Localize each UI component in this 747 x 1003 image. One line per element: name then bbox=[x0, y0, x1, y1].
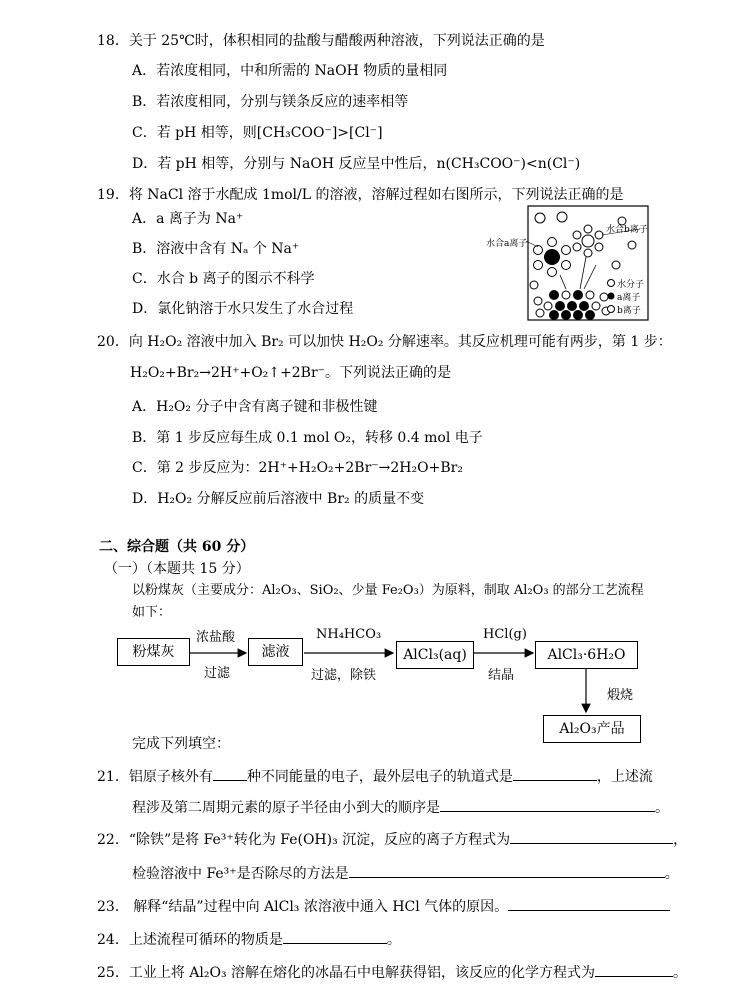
q18-option-b: B．若浓度相同，分别与镁条反应的速率相等 bbox=[132, 94, 409, 110]
label-water: 水分子 bbox=[617, 280, 645, 290]
label-a-ion: a离子 bbox=[617, 293, 641, 303]
q22-text-2: 检验溶液中 Fe³⁺是否除尽的方法是 bbox=[132, 866, 349, 882]
q21-blank-1[interactable] bbox=[213, 767, 247, 781]
intro-line1: 以粉煤灰（主要成分：Al₂O₃、SiO₂、少量 Fe₂O₃）为原料，制取 Al₂O₃ 的部分工艺流程 bbox=[132, 583, 644, 598]
q20-option-c: C．第 2 步反应为：2H⁺+H₂O₂+2Br⁻→2H₂O+Br₂ bbox=[132, 460, 463, 476]
q20-stem: 20．向 H₂O₂ 溶液中加入 Br₂ 可以加快 H₂O₂ 分解速率。其反应机理可能有两步，第 1 步： bbox=[97, 334, 672, 350]
flow-box-alcl3-hydrate: AlCl₃·6H₂O bbox=[535, 641, 638, 669]
q23-text: 23． 解释“结晶”过程中向 AlCl₃ 浓溶液中通入 HCl 气体的原因。 bbox=[97, 899, 509, 915]
arrow2-reagent: NH₄HCO₃ bbox=[316, 627, 382, 642]
q24-blank[interactable] bbox=[283, 930, 387, 944]
q19-option-b: B．溶液中含有 Nₐ 个 Na⁺ bbox=[132, 241, 300, 257]
q21-text-3: ，上述流 bbox=[596, 769, 653, 785]
arrow3-reagent: HCl(g) bbox=[483, 627, 527, 642]
legend-b-marker bbox=[608, 306, 615, 313]
water-molecule bbox=[557, 212, 567, 222]
q24-text: 24．上述流程可循环的物质是 bbox=[97, 932, 283, 948]
q18-stem: 18．关于 25℃时，体积相同的盐酸与醋酸两种溶液，下列说法正确的是 bbox=[97, 33, 545, 49]
q22-text-1: 22．“除铁”是将 Fe³⁺转化为 Fe(OH)₃ 沉淀，反应的离子方程式为 bbox=[97, 832, 511, 848]
q21-blank-3[interactable] bbox=[440, 798, 655, 812]
q18-option-d: D．若 pH 相等，分别与 NaOH 反应呈中性后，n(CH₃COO⁻)<n(Cl⁻) bbox=[132, 156, 581, 172]
arrow1-step: 过滤 bbox=[204, 666, 231, 681]
q21-line1 bbox=[97, 767, 653, 786]
q20-option-d: D．H₂O₂ 分解反应前后溶液中 Br₂ 的质量不变 bbox=[132, 491, 425, 507]
q21-blank-2[interactable] bbox=[513, 767, 597, 781]
flow-box-al2o3: Al₂O₃产品 bbox=[543, 715, 641, 743]
q20-stem-line2: H₂O₂+Br₂→2H⁺+O₂↑+2Br⁻。下列说法正确的是 bbox=[130, 365, 452, 381]
flow-box-filtrate: 滤液 bbox=[248, 638, 303, 666]
q22-end2: 。 bbox=[664, 866, 679, 882]
q25-text: 25．工业上将 Al₂O₃ 溶解在熔化的冰晶石中电解获得铝，该反应的化学方程式为 bbox=[97, 965, 596, 981]
flow-box-alcl3-aq: AlCl₃(aq) bbox=[396, 641, 474, 669]
q21-line2 bbox=[132, 798, 669, 817]
q21-text-2: 种不同能量的电子，最外层电子的轨道式是 bbox=[246, 769, 513, 785]
arrow3-step: 结晶 bbox=[488, 668, 515, 683]
q22-line2 bbox=[132, 864, 679, 883]
q22-blank-2[interactable] bbox=[349, 864, 665, 878]
q18-option-c: C．若 pH 相等，则[CH₃COO⁻]>[Cl⁻] bbox=[132, 125, 383, 141]
q20-option-a: A．H₂O₂ 分子中含有离子键和非极性键 bbox=[132, 399, 378, 415]
fill-instruction: 完成下列填空： bbox=[132, 736, 230, 752]
intro-line2: 如下： bbox=[132, 605, 172, 620]
q22-blank-1[interactable] bbox=[510, 830, 673, 844]
q25-line bbox=[97, 963, 687, 982]
q22-end1: ， bbox=[673, 832, 688, 848]
flow-box-fly-ash: 粉煤灰 bbox=[117, 638, 190, 666]
label-hydrated-b: 水合b离子 bbox=[606, 225, 648, 235]
q19-stem: 19．将 NaCl 溶于水配成 1mol/L 的溶液，溶解过程如右图所示，下列说法正确的是 bbox=[97, 187, 624, 203]
q25-end: 。 bbox=[673, 965, 688, 981]
label-b-ion: b离子 bbox=[617, 306, 641, 316]
q24-end: 。 bbox=[386, 932, 401, 948]
water-molecule bbox=[535, 213, 545, 223]
q20-option-b: B．第 1 步反应每生成 0.1 mol O₂，转移 0.4 mol 电子 bbox=[132, 430, 483, 446]
q22-line1 bbox=[97, 830, 687, 849]
q19-option-c: C．水合 b 离子的图示不科学 bbox=[132, 271, 315, 287]
q23-line bbox=[97, 897, 670, 916]
q19-option-d: D．氯化钠溶于水只发生了水合过程 bbox=[132, 301, 354, 317]
part-title: （一）（本题共 15 分） bbox=[104, 561, 250, 577]
section-title: 二、综合题（共 60 分） bbox=[99, 539, 255, 555]
arrow4-step: 煅烧 bbox=[607, 688, 634, 703]
arrow1-reagent: 浓盐酸 bbox=[196, 630, 236, 645]
q21-text-1: 21．铝原子核外有 bbox=[97, 769, 213, 785]
arrow2-step: 过滤，除铁 bbox=[311, 668, 377, 683]
q24-line bbox=[97, 930, 401, 949]
q18-option-a: A．若浓度相同，中和所需的 NaOH 物质的量相同 bbox=[132, 63, 448, 79]
label-hydrated-a: 水合a离子 bbox=[486, 239, 528, 249]
q19-option-a: A．a 离子为 Na⁺ bbox=[132, 211, 244, 227]
q21-end: 。 bbox=[655, 800, 669, 816]
q25-blank[interactable] bbox=[595, 963, 673, 977]
legend-water-marker bbox=[608, 280, 615, 287]
legend-a-marker bbox=[608, 293, 615, 300]
q23-blank[interactable] bbox=[508, 897, 670, 911]
q21-text-4: 程涉及第二周期元素的原子半径由小到大的顺序是 bbox=[132, 800, 440, 816]
